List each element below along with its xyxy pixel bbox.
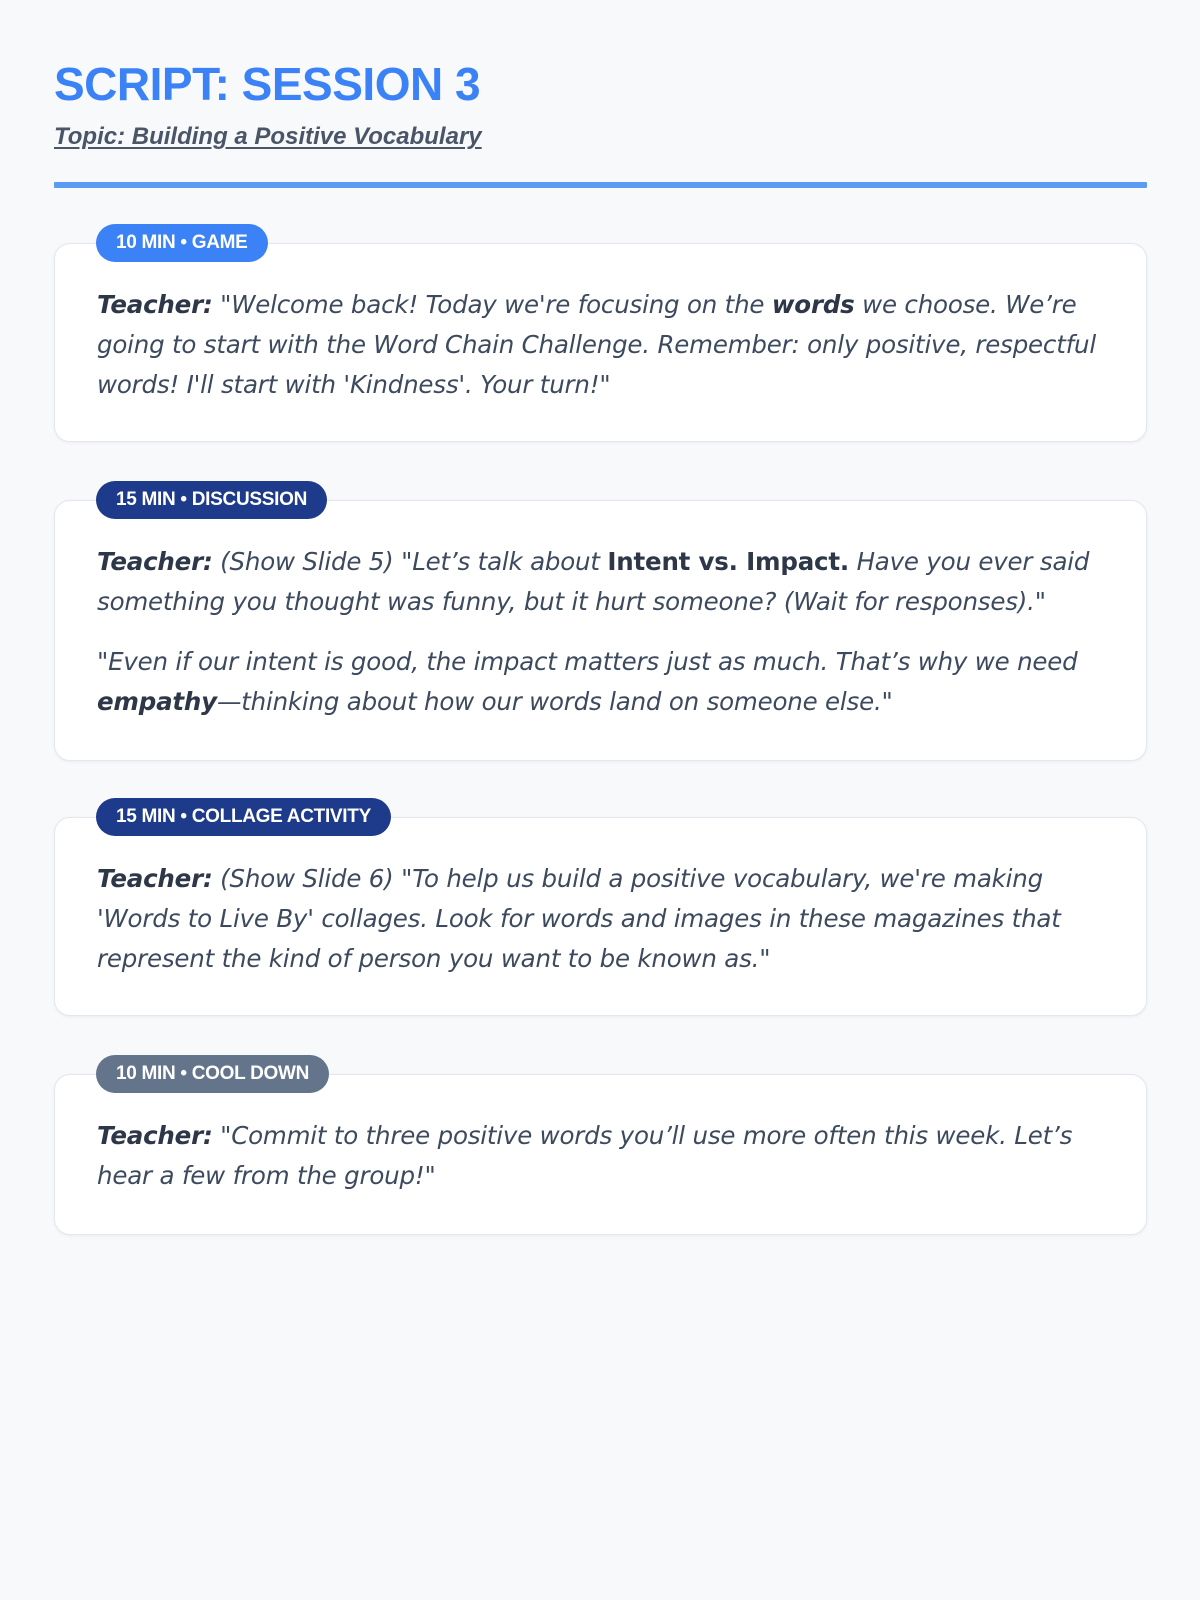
section-badge-cool-down: 10 MIN • COOL DOWN [96,1055,329,1093]
emphasis-text: Intent vs. Impact. [607,547,849,576]
script-text: Have you ever said something you thought was funny, but it hurt someone? (Wait for responses)." [97,547,1090,616]
topic-subtitle: Topic: Building a Positive Vocabulary [54,123,482,150]
script-text: (Show Slide 6) "To help us build a positive vocabulary, we're making 'Words to Live By' collages. Look for words and images in these magazines that represent the kind of person you want to be known as." [97,864,1061,973]
section-card-discussion [54,500,1147,761]
section-card-collage [54,817,1147,1016]
script-text: (Show Slide 5) "Let’s talk about [212,547,608,576]
section-badge-game: 10 MIN • GAME [96,224,268,262]
teacher-line [97,542,1108,622]
speaker-label: Teacher: [97,1121,213,1150]
speaker-label: Teacher: [97,547,213,576]
emphasis-text: empathy [97,687,217,716]
teacher-line [97,285,1108,405]
section-badge-collage: 15 MIN • COLLAGE ACTIVITY [96,798,391,836]
section-card-game [54,243,1147,442]
script-text: we choose. We’re going to start with the Word Chain Challenge. Remember: only positive, respectful words! I'll start with 'Kindness'. Your turn!" [97,290,1096,399]
teacher-line [97,859,1108,979]
script-text: "Commit to three positive words you’ll use more often this week. Let’s hear a few from the group!" [97,1121,1073,1190]
emphasis-text: words [771,290,855,319]
script-text: —thinking about how our words land on someone else." [216,687,893,716]
teacher-line [97,642,1108,722]
script-text: "Even if our intent is good, the impact matters just as much. That’s why we need [97,647,1078,676]
header-divider [54,182,1147,188]
speaker-label: Teacher: [97,290,213,319]
section-badge-discussion: 15 MIN • DISCUSSION [96,481,327,519]
speaker-label: Teacher: [97,864,213,893]
script-text: "Welcome back! Today we're focusing on the [212,290,772,319]
section-card-cool-down [54,1074,1147,1235]
teacher-line [97,1116,1108,1196]
page-title: SCRIPT: SESSION 3 [54,58,481,110]
